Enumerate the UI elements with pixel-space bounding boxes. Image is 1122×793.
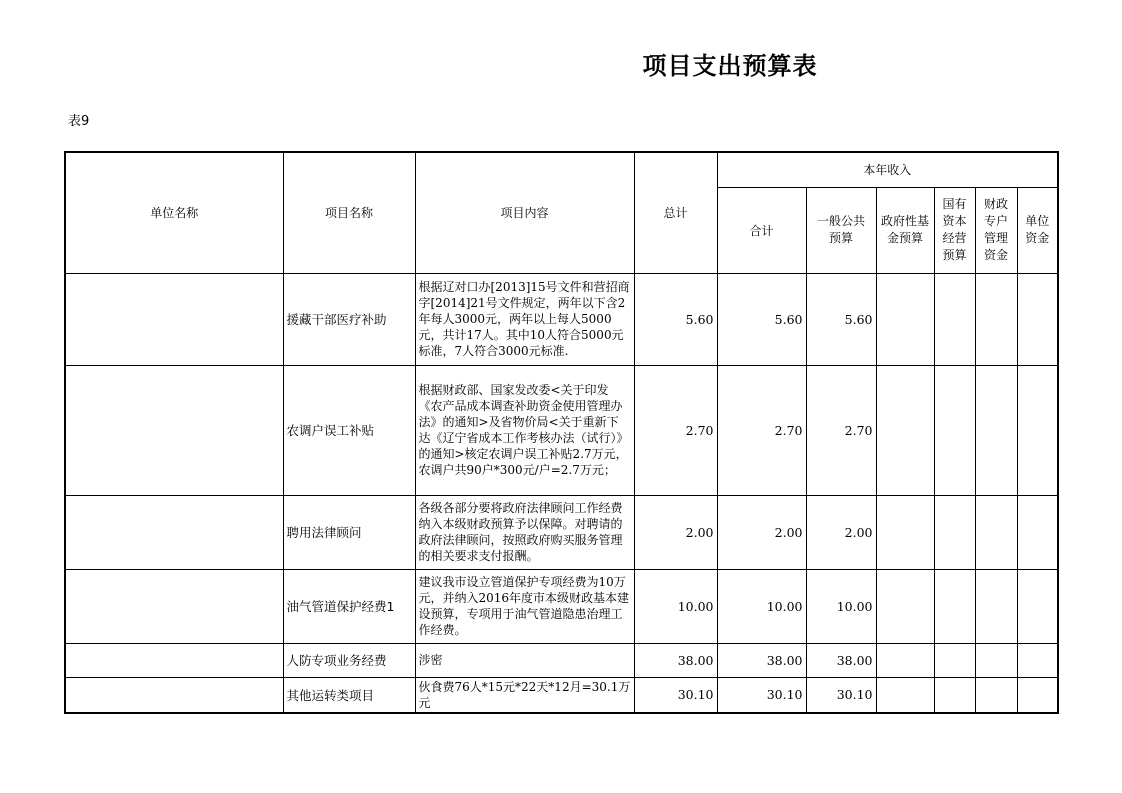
cell-unit	[65, 677, 283, 713]
table-row	[65, 365, 1058, 495]
budget-table	[64, 151, 1059, 714]
cell-state-capital	[934, 569, 975, 643]
cell-total: 30.10	[634, 677, 717, 713]
cell-general: 30.10	[806, 677, 876, 713]
header-general-public: 一般公共预算	[806, 187, 876, 273]
cell-fiscal-special	[975, 677, 1017, 713]
table-number: 表9	[68, 114, 90, 129]
cell-content: 根据辽对口办[2013]15号文件和营招商字[2014]21号文件规定，两年以下含2年每人3000元，两年以上每人5000元，共计17人。其中10人符合5000元标准，7人符合3000元标准.	[415, 273, 634, 365]
header-subtotal: 合计	[717, 187, 806, 273]
cell-fiscal-special	[975, 569, 1017, 643]
cell-state-capital	[934, 273, 975, 365]
cell-unit-funds	[1017, 569, 1058, 643]
cell-project: 其他运转类项目	[283, 677, 415, 713]
header-fiscal-special: 财政专户管理资金	[975, 187, 1017, 273]
header-total: 总计	[634, 152, 717, 273]
header-gov-fund: 政府性基金预算	[876, 187, 934, 273]
cell-unit-funds	[1017, 365, 1058, 495]
cell-subtotal: 5.60	[717, 273, 806, 365]
cell-gov-fund	[876, 273, 934, 365]
cell-total: 38.00	[634, 643, 717, 677]
cell-subtotal: 2.70	[717, 365, 806, 495]
table-row	[65, 273, 1058, 365]
cell-gov-fund	[876, 365, 934, 495]
cell-subtotal: 2.00	[717, 495, 806, 569]
header-state-capital: 国有资本经营预算	[934, 187, 975, 273]
cell-unit	[65, 643, 283, 677]
cell-general: 2.00	[806, 495, 876, 569]
cell-general: 10.00	[806, 569, 876, 643]
header-unit-name: 单位名称	[65, 152, 283, 273]
cell-content: 伙食费76人*15元*22天*12月=30.1万元	[415, 677, 634, 713]
cell-fiscal-special	[975, 643, 1017, 677]
cell-unit	[65, 365, 283, 495]
header-income-group: 本年收入	[717, 152, 1058, 187]
cell-unit-funds	[1017, 677, 1058, 713]
cell-fiscal-special	[975, 273, 1017, 365]
cell-unit-funds	[1017, 495, 1058, 569]
cell-fiscal-special	[975, 365, 1017, 495]
cell-gov-fund	[876, 643, 934, 677]
cell-content: 建议我市设立管道保护专项经费为10万元，并纳入2016年度市本级财政基本建设预算，专项用于油气管道隐患治理工作经费。	[415, 569, 634, 643]
table-row	[65, 495, 1058, 569]
cell-unit	[65, 569, 283, 643]
cell-general: 38.00	[806, 643, 876, 677]
cell-unit-funds	[1017, 273, 1058, 365]
cell-state-capital	[934, 495, 975, 569]
cell-total: 5.60	[634, 273, 717, 365]
cell-project: 农调户误工补贴	[283, 365, 415, 495]
header-project-name: 项目名称	[283, 152, 415, 273]
table-row	[65, 643, 1058, 677]
cell-unit	[65, 273, 283, 365]
cell-general: 2.70	[806, 365, 876, 495]
cell-project: 人防专项业务经费	[283, 643, 415, 677]
cell-total: 10.00	[634, 569, 717, 643]
cell-subtotal: 38.00	[717, 643, 806, 677]
cell-gov-fund	[876, 677, 934, 713]
page-title: 项目支出预算表	[642, 52, 818, 80]
cell-gov-fund	[876, 569, 934, 643]
header-unit-funds: 单位资金	[1017, 187, 1058, 273]
cell-content: 各级各部分要将政府法律顾问工作经费纳入本级财政预算予以保障。对聘请的政府法律顾问，按照政府购买服务管理的相关要求支付报酬。	[415, 495, 634, 569]
cell-fiscal-special	[975, 495, 1017, 569]
cell-total: 2.70	[634, 365, 717, 495]
cell-project: 援藏干部医疗补助	[283, 273, 415, 365]
cell-state-capital	[934, 365, 975, 495]
table-row	[65, 569, 1058, 643]
cell-total: 2.00	[634, 495, 717, 569]
cell-project: 油气管道保护经费1	[283, 569, 415, 643]
table-row	[65, 677, 1058, 713]
cell-content: 根据财政部、国家发改委<关于印发《农产品成本调查补助资金使用管理办法》的通知>及省物价局<关于重新下达《辽宁省成本工作考核办法（试行）》的通知>核定农调户误工补贴2.7万元，农调户共90户*300元/户=2.7万元；	[415, 365, 634, 495]
cell-unit-funds	[1017, 643, 1058, 677]
cell-general: 5.60	[806, 273, 876, 365]
cell-subtotal: 10.00	[717, 569, 806, 643]
cell-state-capital	[934, 677, 975, 713]
cell-content: 涉密	[415, 643, 634, 677]
cell-state-capital	[934, 643, 975, 677]
cell-gov-fund	[876, 495, 934, 569]
cell-project: 聘用法律顾问	[283, 495, 415, 569]
header-project-content: 项目内容	[415, 152, 634, 273]
cell-unit	[65, 495, 283, 569]
cell-subtotal: 30.10	[717, 677, 806, 713]
